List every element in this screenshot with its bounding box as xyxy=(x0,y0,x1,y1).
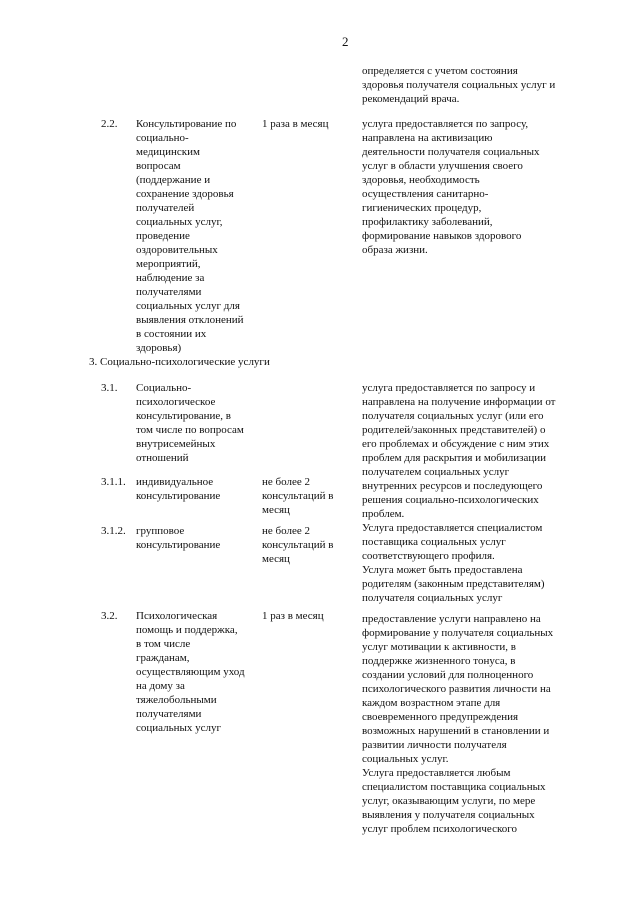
row-number-3-2: 3.2. xyxy=(101,610,118,622)
service-frequency-3-1-1: не более 2 консультаций в месяц xyxy=(262,476,334,516)
continued-description: определяется с учетом состояния здоровья получателя социальных услуг и рекомендаций врача. xyxy=(362,65,556,105)
service-name-2-2: Консультирование по социально- медицинским вопросам (поддержание и сохранение здоровья получателей социальных услуг, проведение оздоровительных мероприятий, наблюдение за получателями социальных услуг для выявления отклонений в состоянии их здоровья) xyxy=(136,118,244,354)
service-description-3-1: услуга предоставляется по запросу и направлена на получение информации от получателя социальных услуг (или его родителей/законных представителей) о его проблемах и обсуждение с ним этих проблем для раскрытия и мобилизации получателем социальных услуг внутренних ресурсов и последующего решения социально-психологических проблем. Услуга предоставляется специалистом поставщика социальных услуг соответствующего профиля. Услуга может быть предоставлена родителям (законным представителям) получателя социальных услуг xyxy=(362,382,556,604)
row-number-3-1: 3.1. xyxy=(101,382,118,394)
service-name-3-1-1: индивидуальное консультирование xyxy=(136,476,221,502)
service-description-2-2: услуга предоставляется по запросу, направлена на активизацию деятельности получателя социальных услуг в области улучшения своего здоровья, необходимость осуществления санитарно- гигиенических процедур, профилактику заболеваний, формирование навыков здорового образа жизни. xyxy=(362,118,540,256)
row-number-3-1-2: 3.1.2. xyxy=(101,525,126,537)
page-number: 2 xyxy=(342,34,349,49)
service-frequency-3-1-2: не более 2 консультаций в месяц xyxy=(262,525,334,565)
row-number-2-2: 2.2. xyxy=(101,118,118,130)
service-name-3-2: Психологическая помощь и поддержка, в том числе гражданам, осуществляющим уход на дому за тяжелобольными получателями социальных услуг xyxy=(136,610,245,734)
service-name-3-1: Социально- психологическое консультирование, в том числе по вопросам внутрисемейных отношений xyxy=(136,382,244,464)
row-number-3-1-1: 3.1.1. xyxy=(101,476,126,488)
service-name-3-1-2: групповое консультирование xyxy=(136,525,221,551)
service-frequency-2-2: 1 раза в месяц xyxy=(262,118,329,130)
service-frequency-3-2: 1 раз в месяц xyxy=(262,610,324,622)
service-description-3-2: предоставление услуги направлено на формирование у получателя социальных услуг мотивации к активности, в поддержке жизненного тонуса, в создании условий для полноценного психологического развития личности на каждом возрастном этапе для своевременного предупреждения возможных нарушений в становлении и развитии личности получателя социальных услуг. Услуга предоставляется любым специалистом поставщика социальных услуг, оказывающим услуги, по мере выявления у получателя социальных услуг проблем психологического xyxy=(362,613,554,835)
section-heading-3: 3. Социально-психологические услуги xyxy=(89,356,270,368)
